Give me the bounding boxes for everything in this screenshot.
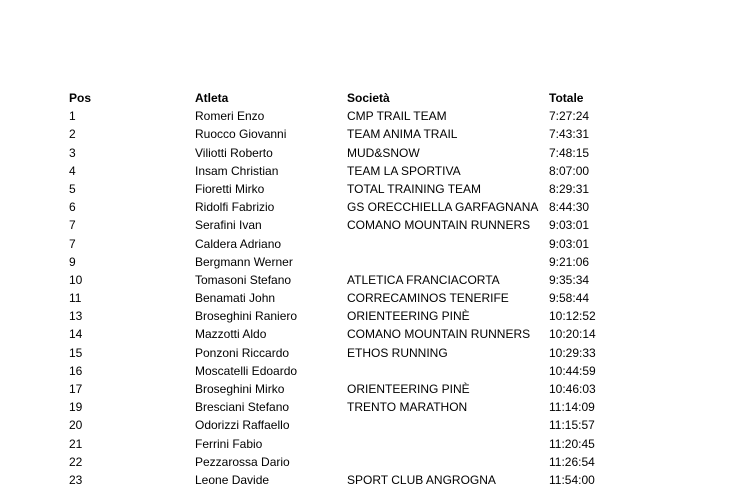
cell-atleta: Broseghini Mirko [195,382,285,396]
table-row [69,344,709,362]
cell-totale: 8:44:30 [549,200,590,215]
cell-societa [347,435,549,453]
cell-totale: 9:21:06 [549,254,590,269]
cell-totale: 11:54:00 [549,472,595,487]
cell-societa: ORIENTEERING PINÈ [347,309,470,324]
cell-societa: CMP TRAIL TEAM [347,109,447,124]
header-totale: Totale [549,91,584,105]
cell-totale: 7:48:15 [549,145,590,160]
cell-pos: 2 [69,127,76,142]
cell-societa: TRENTO MARATHON [347,400,468,415]
cell-societa: GS ORECCHIELLA GARFAGNANA [347,200,539,215]
cell-societa: CORRECAMINOS TENERIFE [347,291,509,306]
cell-pos: 13 [69,309,83,324]
cell-totale: 8:07:00 [549,163,590,178]
cell-atleta: Odorizzi Raffaello [195,418,290,433]
cell-atleta: Broseghini Raniero [195,309,298,324]
cell-societa: TEAM ANIMA TRAIL [347,127,458,142]
cell-pos: 14 [69,327,83,342]
table-row [69,144,709,162]
cell-pos: 1 [69,109,76,124]
cell-totale: 11:14:09 [549,400,595,415]
header-pos: Pos [69,91,92,105]
cell-pos: 21 [69,436,83,451]
cell-pos: 5 [69,181,76,196]
cell-atleta: Ruocco Giovanni [195,127,287,142]
cell-atleta: Benamati John [195,291,276,306]
cell-atleta: Tomasoni Stefano [195,272,292,287]
cell-societa: TEAM LA SPORTIVA [347,163,461,178]
cell-atleta: Leone Davide [195,472,270,487]
cell-societa: COMANO MOUNTAIN RUNNERS [347,327,531,342]
table-row [69,471,709,489]
cell-pos: 6 [69,200,76,215]
cell-pos: 4 [69,163,76,178]
table-row [69,125,709,143]
cell-totale: 7:27:24 [549,109,590,124]
table-row [69,198,709,216]
cell-pos: 23 [69,472,83,487]
cell-atleta: Caldera Adriano [195,236,282,251]
cell-societa [347,253,549,271]
cell-atleta: Fioretti Mirko [195,181,265,196]
cell-societa: ETHOS RUNNING [347,345,448,360]
table-row [69,307,709,325]
cell-atleta: Viliotti Roberto [195,145,273,160]
cell-totale: 10:29:33 [549,345,596,360]
cell-totale: 7:43:31 [549,127,590,142]
table-row [69,398,709,416]
cell-totale: 11:15:57 [549,418,595,433]
cell-totale: 10:46:03 [549,382,596,396]
cell-societa [347,453,549,471]
cell-atleta: Ferrini Fabio [195,436,263,451]
table-row [69,289,709,307]
table-body [69,107,709,489]
cell-societa [347,362,549,380]
table-row [69,325,709,343]
cell-pos: 15 [69,345,83,360]
results-table [69,89,709,489]
cell-totale: 9:03:01 [549,236,590,251]
cell-totale: 11:20:45 [549,436,595,451]
header-societa: Società [347,91,390,105]
table-row [69,107,709,125]
table-row [69,180,709,198]
table-row [69,162,709,180]
cell-atleta: Pezzarossa Dario [195,454,290,469]
cell-societa [347,235,549,253]
cell-atleta: Ponzoni Riccardo [195,345,290,360]
header-atleta: Atleta [195,91,229,105]
cell-societa: ORIENTEERING PINÈ [347,382,470,396]
table-row [69,380,709,398]
cell-atleta: Ridolfi Fabrizio [195,200,275,215]
cell-atleta: Insam Christian [195,163,279,178]
cell-societa: ATLETICA FRANCIACORTA [347,272,500,287]
table-row [69,453,709,471]
cell-societa [347,416,549,434]
cell-totale: 11:26:54 [549,454,595,469]
cell-pos: 11 [69,291,82,306]
cell-atleta: Bergmann Werner [195,254,293,269]
cell-societa: MUD&SNOW [347,145,420,160]
cell-atleta: Moscatelli Edoardo [195,363,298,378]
cell-atleta: Mazzotti Aldo [195,327,267,342]
cell-totale: 10:20:14 [549,327,596,342]
cell-pos: 22 [69,454,83,469]
cell-atleta: Romeri Enzo [195,109,265,124]
cell-atleta: Serafini Ivan [195,218,262,233]
table-row [69,362,709,380]
cell-societa: COMANO MOUNTAIN RUNNERS [347,218,531,233]
cell-atleta: Bresciani Stefano [195,400,290,415]
cell-societa: TOTAL TRAINING TEAM [347,181,482,196]
table-row [69,416,709,434]
table-row [69,253,709,271]
cell-pos: 7 [69,236,76,251]
cell-totale: 9:35:34 [549,272,590,287]
table-row [69,271,709,289]
cell-pos: 10 [69,272,83,287]
cell-pos: 9 [69,254,76,269]
cell-totale: 9:03:01 [549,218,590,233]
cell-totale: 10:12:52 [549,309,596,324]
cell-totale: 9:58:44 [549,291,590,306]
table-row [69,435,709,453]
cell-pos: 17 [69,382,83,396]
cell-pos: 7 [69,218,76,233]
cell-pos: 19 [69,400,83,415]
cell-totale: 10:44:59 [549,363,596,378]
cell-pos: 3 [69,145,76,160]
cell-pos: 16 [69,363,83,378]
cell-societa: SPORT CLUB ANGROGNA [347,472,496,487]
table-header-row [69,89,709,107]
table-row [69,216,709,234]
table-row [69,235,709,253]
cell-pos: 20 [69,418,83,433]
cell-totale: 8:29:31 [549,181,590,196]
